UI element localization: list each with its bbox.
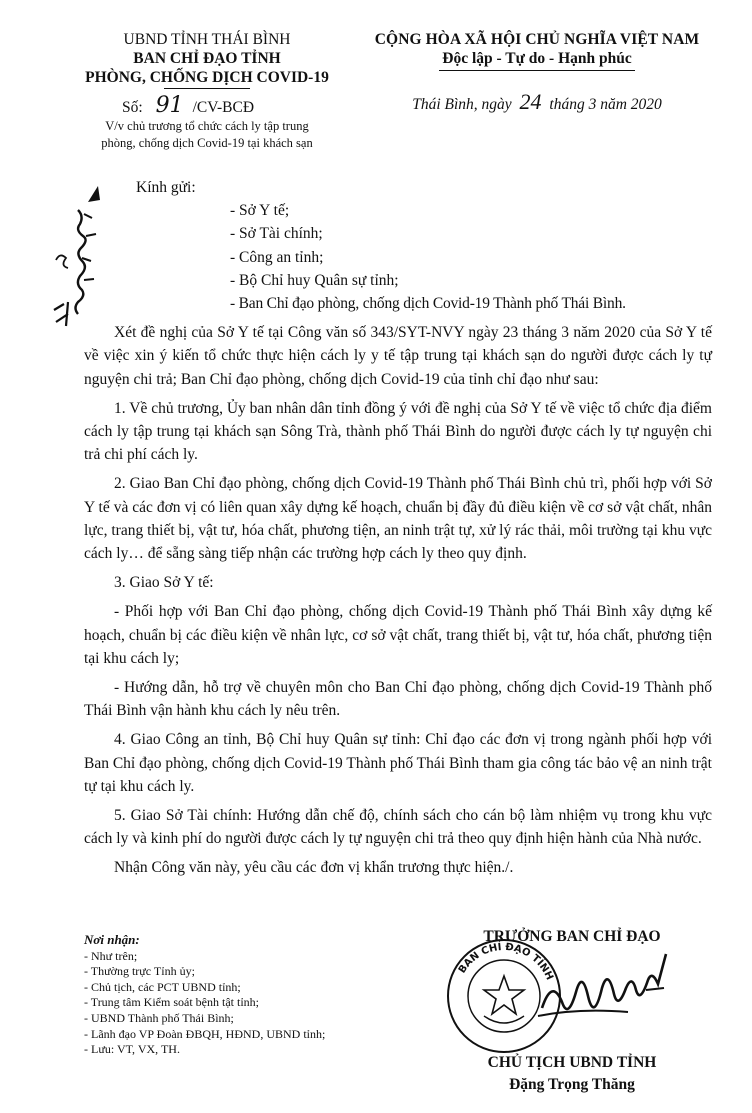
recipient-1: - Sở Y tế; [230, 202, 290, 220]
so-suffix: /CV-BCĐ [192, 99, 255, 116]
item-3a: - Phối hợp với Ban Chỉ đạo phòng, chống dịch Covid-19 Thành phố Thái Bình xây dựng kế hoạch, chuẩn bị các điều kiện về nhân lực, cơ sở vật chất, trang thiết bị, vật tư, hóa chất, phương tiện tại khu cách ly; [84, 603, 712, 667]
so-number-handwritten: 91 [155, 93, 184, 118]
national-header-block [362, 30, 712, 114]
item-2: 2. Giao Ban Chỉ đạo phòng, chống dịch Covid-19 Thành phố Thái Bình chủ trì, phối hợp với Sở Y tế và các đơn vị có liên quan xây dựng kế hoạch, chuẩn bị đầy đủ điều kiện về cơ sở vật chất, nhân lực, trang thiết bị, vật tư, hóa chất, phương tiện, an ninh trật tự, xử lý rác thải, môi trường tại khu vực cách ly… để sẵng sàng tiếp nhận các trường hợp cách ly theo quy định. [84, 475, 712, 563]
date-suffix: tháng 3 năm 2020 [549, 96, 662, 113]
agency-line-3: PHÒNG, CHỐNG DỊCH COVID-19 [85, 69, 329, 86]
item-3b: - Hướng dẫn, hỗ trợ về chuyên môn cho Ban Chỉ đạo phòng, chống dịch Covid-19 Thành phố Thái Bình vận hành khu cách ly nêu trên. [84, 679, 712, 720]
letter-body [84, 176, 712, 880]
issuing-agency-block [62, 30, 352, 151]
item-4: 4. Giao Công an tỉnh, Bộ Chỉ huy Quân sự tỉnh: Chỉ đạo các đơn vị trong ngành phối hợp với Ban Chỉ đạo phòng, chống dịch Covid-19 Thành phố Thái Bình tham gia công tác bảo vệ an ninh trật tự tại khu cách ly. [84, 731, 712, 795]
distribution-item: - Lãnh đạo VP Đoàn ĐBQH, HĐND, UBND tỉnh; [84, 1026, 326, 1041]
recipient-4: - Bộ Chỉ huy Quân sự tỉnh; [230, 271, 399, 289]
subject-line-2: phòng, chống dịch Covid-19 tại khách sạn [101, 136, 313, 150]
agency-underline [164, 88, 250, 89]
signer-name: Đặng Trọng Thăng [509, 1076, 635, 1093]
closing-line: Nhận Công văn này, yêu cầu các đơn vị khẩn trương thực hiện./. [114, 859, 514, 877]
distribution-item: - Lưu: VT, VX, TH. [84, 1042, 180, 1057]
nation-name: CỘNG HÒA XÃ HỘI CHỦ NGHĨA VIỆT NAM [374, 31, 700, 48]
agency-line-1: UBND TỈNH THÁI BÌNH [123, 31, 291, 48]
date-day-handwritten: 24 [519, 89, 542, 114]
distribution-list [84, 932, 414, 1058]
subject-line-1: V/v chủ trương tổ chức cách ly tập trung [105, 119, 309, 133]
distribution-item: - Trung tâm Kiểm soát bệnh tật tỉnh; [84, 995, 259, 1010]
distribution-item: - Như trên; [84, 948, 138, 963]
intro-paragraph: Xét đề nghị của Sở Y tế tại Công văn số 343/SYT-NVY ngày 23 tháng 3 năm 2020 của Sở Y tế về việc xin ý kiến tổ chức thực hiện cách ly y tế tập trung tại khách sạn do người được cách ly tự nguyện chi trả; Ban Chỉ đạo phòng, chống dịch Covid-19 của tỉnh chỉ đạo như sau: [84, 324, 712, 388]
distribution-title: Nơi nhận: [84, 932, 140, 947]
salutation: Kính gửi: [136, 179, 196, 196]
signer-role: TRƯỞNG BAN CHỈ ĐẠO [483, 928, 661, 945]
distribution-item: - Chủ tịch, các PCT UBND tỉnh; [84, 979, 241, 994]
motto-underline [439, 70, 635, 71]
seal-ring-text: BAN CHỈ ĐẠO TỈNH [456, 941, 555, 982]
distribution-item: - Thường trực Tỉnh ủy; [84, 964, 195, 979]
recipient-3: - Công an tỉnh; [230, 248, 324, 266]
handwritten-signature-icon [534, 946, 704, 1046]
recipient-5: - Ban Chỉ đạo phòng, chống dịch Covid-19 Thành phố Thái Bình. [230, 295, 626, 313]
signature-block [444, 928, 700, 1093]
document-number [62, 93, 352, 118]
item-5: 5. Giao Sở Tài chính: Hướng dẫn chế độ, chính sách cho cán bộ làm nhiệm vụ trong khu vực cách ly và kinh phí do người được cách ly tự nguyện chi trả theo quy định hiện hành của Nhà nước. [84, 807, 712, 848]
recipient-2: - Sở Tài chính; [230, 225, 323, 243]
item-3-heading: 3. Giao Sở Y tế: [114, 574, 214, 592]
distribution-item: - UBND Thành phố Thái Bình; [84, 1010, 234, 1025]
item-1: 1. Về chủ trương, Ủy ban nhân dân tỉnh đồng ý với đề nghị của Sở Y tế về việc tổ chức địa điểm cách ly tập trung tại khách sạn Sông Trà, thành phố Thái Bình do người được cách ly tự nguyện chi trả chi phí cách ly. [84, 399, 712, 464]
date-prefix: Thái Bình, ngày [412, 96, 512, 113]
agency-line-2: BAN CHỈ ĐẠO TỈNH [133, 50, 281, 67]
signer-title: CHỦ TỊCH UBND TỈNH [487, 1054, 657, 1071]
so-label: Số: [122, 99, 143, 116]
national-motto: Độc lập - Tự do - Hạnh phúc [442, 50, 632, 67]
issue-date [362, 89, 712, 114]
